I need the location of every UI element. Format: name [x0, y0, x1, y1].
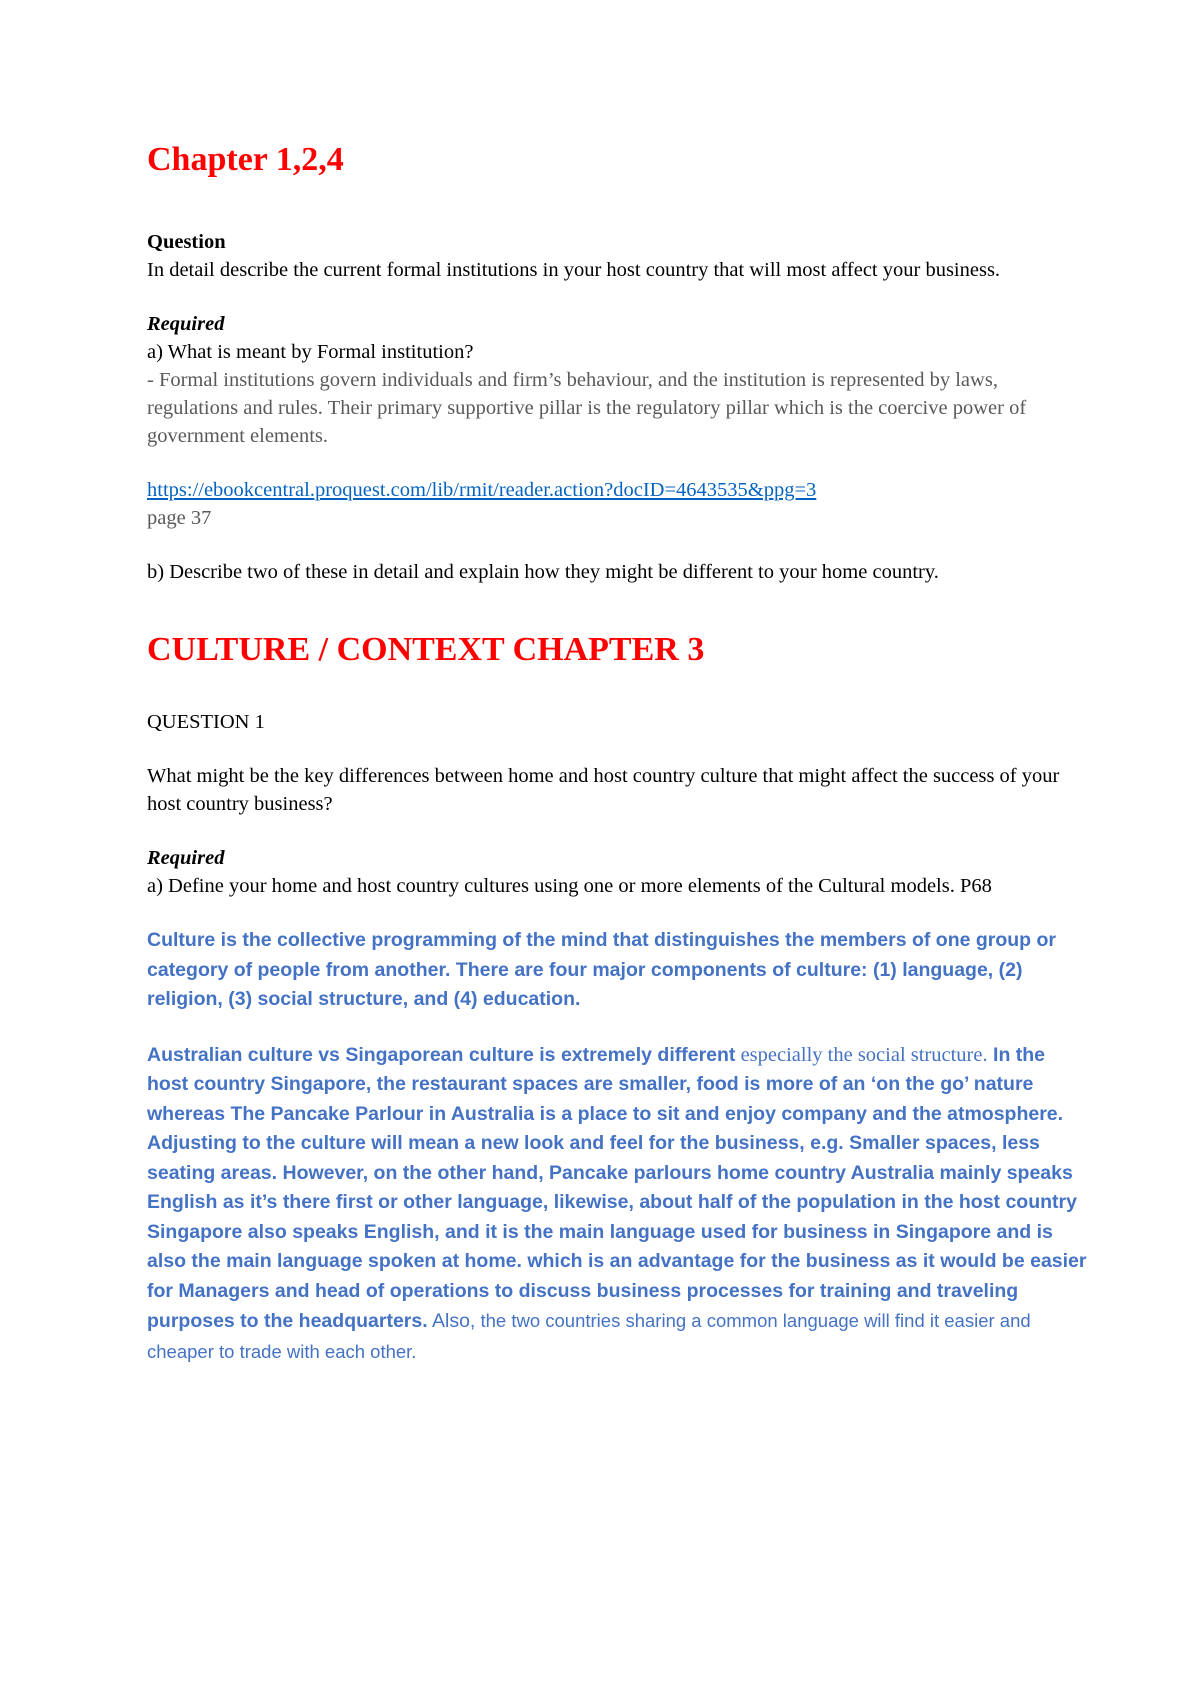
document-page: [147, 140, 1087, 1367]
required-label-2: Required: [147, 847, 225, 869]
required-label: Required: [147, 313, 225, 335]
question-1-text: What might be the key differences between home and host country culture that might affect the success of your host country business?: [147, 765, 1060, 815]
culture-heading: CULTURE / CONTEXT CHAPTER 3: [147, 631, 705, 668]
page-reference: page 37: [147, 507, 212, 529]
answer-a: - Formal institutions govern individuals and firm’s behaviour, and the institution is represented by laws, regulations and rules. Their primary supportive pillar is the regulatory pillar which is the coercive power of government elements.: [147, 369, 1027, 447]
chapter-heading: Chapter 1,2,4: [147, 141, 344, 178]
ebook-link[interactable]: https://ebookcentral.proquest.com/lib/rmit/reader.action?docID=4643535&ppg=3: [147, 479, 817, 501]
item-a-2: a) Define your home and host country cultures using one or more elements of the Cultural models. P68: [147, 875, 992, 897]
item-a: a) What is meant by Formal institution?: [147, 341, 474, 363]
item-b: b) Describe two of these in detail and explain how they might be different to your home country.: [147, 561, 939, 583]
culture-definition-paragraph: Culture is the collective programming of the mind that distinguishes the members of one group or category of people from another. There are four major components of culture: (1) language, (2) religion, (3) social structure, and (4) education.: [147, 929, 1057, 1010]
question-text: In detail describe the current formal institutions in your host country that will most affect your business.: [147, 259, 1001, 281]
comparison-intro: Australian culture vs Singaporean culture is extremely different: [147, 1043, 736, 1066]
comparison-body: In the host country Singapore, the restaurant spaces are smaller, food is more of an ‘on the go’ nature whereas The Pancake Parlour in Australia is a place to sit and enjoy company and the atmosphere. Adjusting to the culture will mean a new look and feel for the business, e.g. Smaller spaces, less seating areas. However, on the other hand, Pancake parlours home country Australia mainly speaks English as it’s there first or other language, likewise, about half of the population in the host country Singapore also speaks English, and it is the main language used for business in Singapore and is also the main language spoken at home. which is an advantage for the business as it would be easier for Managers and head of operations to discuss business processes for training and traveling purposes to the headquarters.: [147, 1043, 1087, 1332]
comparison-conclusion: the two countries sharing a common language will find it easier and cheaper to trade with each other.: [147, 1310, 1031, 1362]
comparison-social-structure: especially the social structure.: [735, 1043, 988, 1066]
question-label: Question: [147, 231, 226, 253]
question-1-label: QUESTION 1: [147, 711, 265, 733]
culture-comparison-paragraph: [147, 1041, 1087, 1368]
comparison-also: Also,: [427, 1310, 476, 1332]
